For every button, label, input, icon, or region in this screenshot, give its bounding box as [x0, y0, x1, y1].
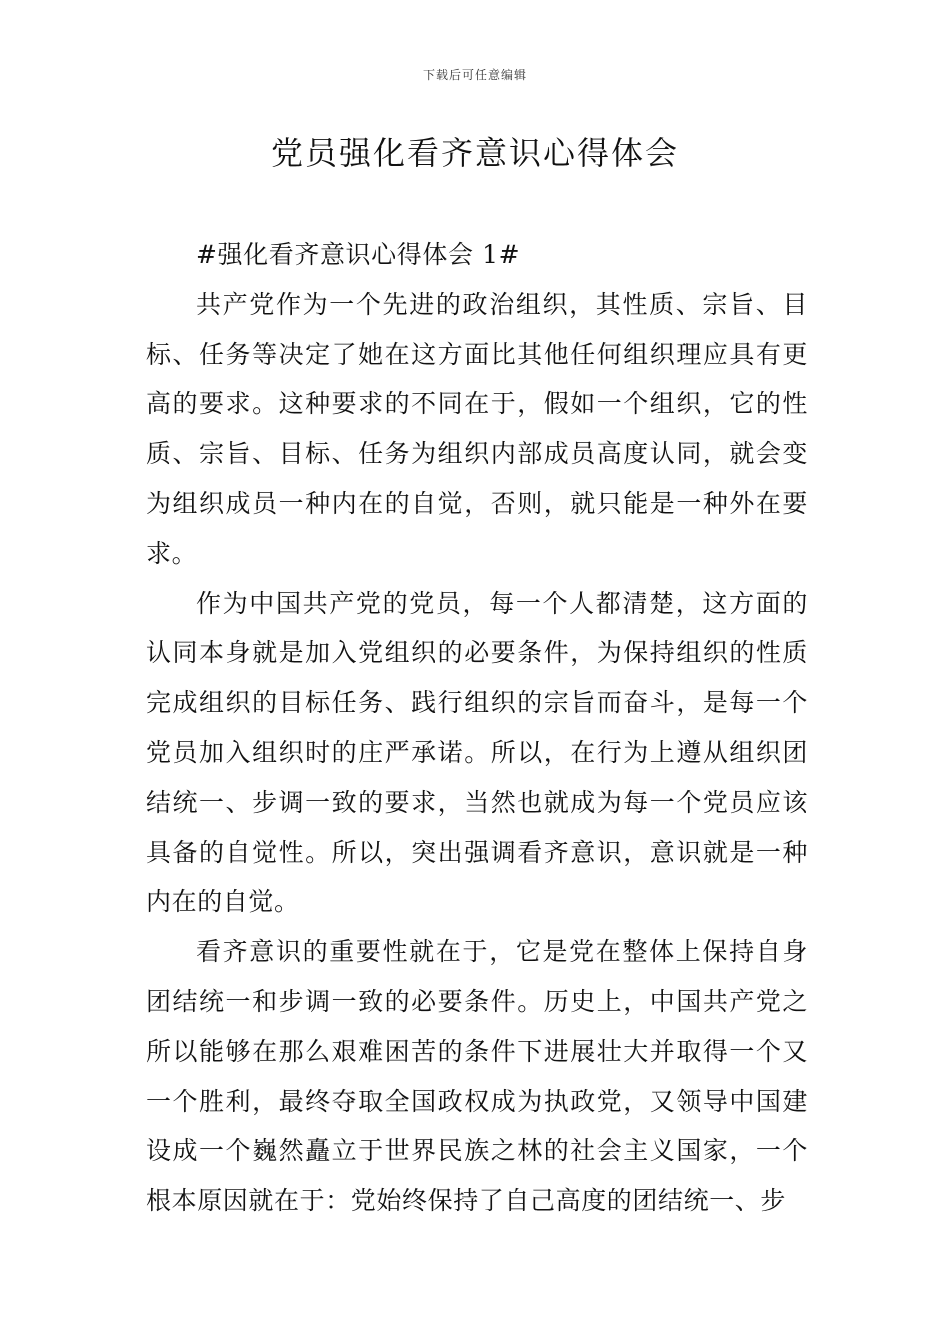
paragraph-1: 共产党作为一个先进的政治组织，其性质、宗旨、目标、任务等决定了她在这方面比其他任何组织理应具有更高的要求。这种要求的不同在于，假如一个组织，它的性质、宗旨、目标、任务为组织内部成员高度认同，就会变为组织成员一种内在的自觉，否则，就只能是一种外在要求。: [146, 289, 808, 568]
paragraph-2: 作为中国共产党的党员，每一个人都清楚，这方面的认同本身就是加入党组织的必要条件，为保持组织的性质完成组织的目标任务、践行组织的宗旨而奋斗，是每一个党员加入组织时的庄严承诺。所以，在行为上遵从组织团结统一、步调一致的要求，当然也就成为每一个党员应该具备的自觉性。所以，突出强调看齐意识，意识就是一种内在的自觉。: [146, 588, 808, 917]
header-note: 下载后可任意编辑: [422, 68, 527, 82]
section-heading: #强化看齐意识心得体会 1#: [196, 240, 521, 269]
page-title: 党员强化看齐意识心得体会: [270, 134, 679, 172]
document-body: [146, 230, 808, 1226]
paragraph-3: 看齐意识的重要性就在于，它是党在整体上保持自身团结统一和步调一致的必要条件。历史上，中国共产党之所以能够在那么艰难困苦的条件下进展壮大并取得一个又一个胜利，最终夺取全国政权成为执政党，又领导中国建设成一个巍然矗立于世界民族之林的社会主义国家，一个根本原因就在于：党始终保持了自己高度的团结统一、步: [146, 937, 808, 1216]
